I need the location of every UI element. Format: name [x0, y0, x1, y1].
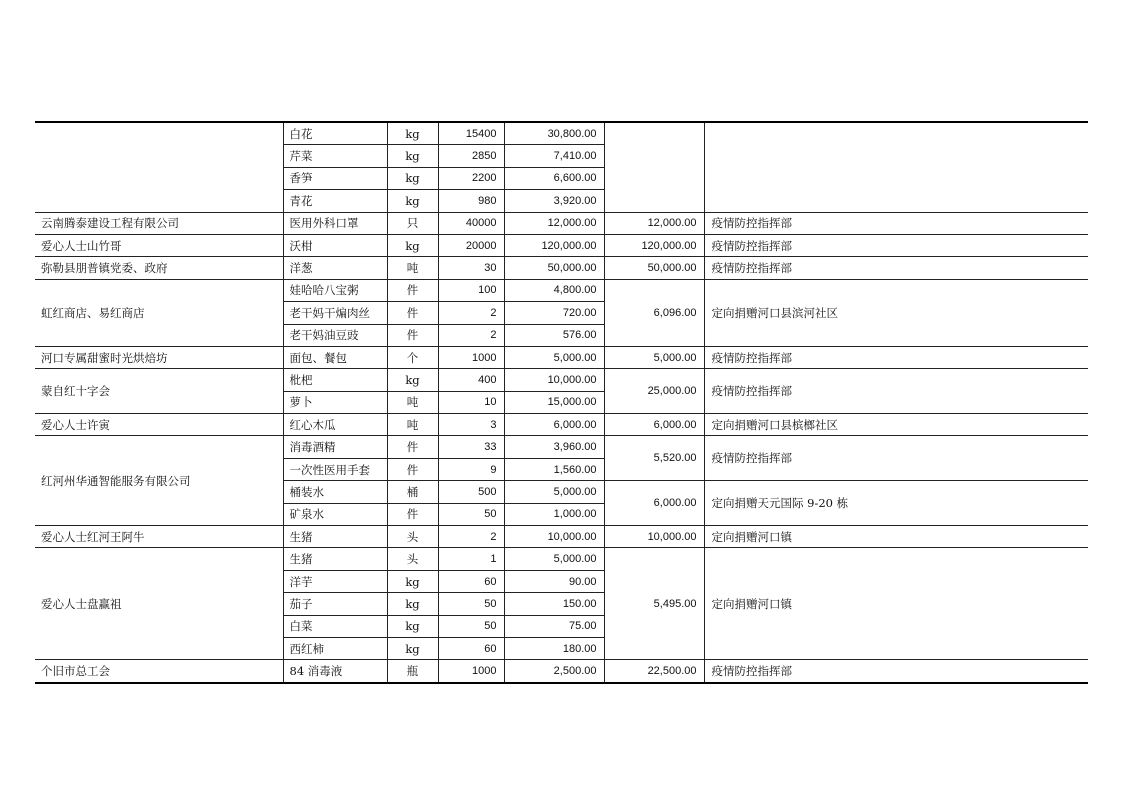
table-row — [35, 122, 1088, 145]
item-cell: 萝卜 — [283, 391, 387, 413]
amount-cell: 576.00 — [504, 324, 604, 346]
unit-cell: 个 — [387, 346, 438, 368]
quantity-cell: 10 — [438, 391, 504, 413]
recipient-cell: 疫情防控指挥部 — [704, 212, 1088, 234]
quantity-cell: 50 — [438, 503, 504, 525]
total-amount-cell: 12,000.00 — [604, 212, 704, 234]
recipient-cell: 疫情防控指挥部 — [704, 660, 1088, 683]
quantity-cell: 1000 — [438, 660, 504, 683]
unit-cell: kg — [387, 570, 438, 592]
quantity-cell: 30 — [438, 257, 504, 279]
recipient-cell: 疫情防控指挥部 — [704, 346, 1088, 368]
unit-cell: 吨 — [387, 414, 438, 436]
item-cell: 芹菜 — [283, 145, 387, 167]
donation-table-container — [35, 121, 1088, 684]
quantity-cell: 60 — [438, 570, 504, 592]
amount-cell: 2,500.00 — [504, 660, 604, 683]
item-cell: 消毒酒精 — [283, 436, 387, 458]
amount-cell: 120,000.00 — [504, 234, 604, 256]
table-row — [35, 212, 1088, 234]
item-cell: 一次性医用手套 — [283, 458, 387, 480]
unit-cell: kg — [387, 369, 438, 391]
table-row — [35, 234, 1088, 256]
quantity-cell: 1000 — [438, 346, 504, 368]
recipient-cell: 定向捐赠河口镇 — [704, 526, 1088, 548]
quantity-cell: 40000 — [438, 212, 504, 234]
unit-cell: 头 — [387, 526, 438, 548]
donor-cell: 红河州华通智能服务有限公司 — [35, 436, 283, 526]
donor-cell: 爱心人士山竹哥 — [35, 234, 283, 256]
donor-cell — [35, 122, 283, 212]
unit-cell: 桶 — [387, 481, 438, 503]
quantity-cell: 100 — [438, 279, 504, 301]
item-cell: 84 消毒液 — [283, 660, 387, 683]
quantity-cell: 2850 — [438, 145, 504, 167]
donor-cell: 爱心人士盘赢祖 — [35, 548, 283, 660]
item-cell: 老干妈油豆豉 — [283, 324, 387, 346]
item-cell: 西红柿 — [283, 637, 387, 659]
quantity-cell: 20000 — [438, 234, 504, 256]
total-amount-cell: 10,000.00 — [604, 526, 704, 548]
total-amount-cell: 50,000.00 — [604, 257, 704, 279]
quantity-cell: 60 — [438, 637, 504, 659]
recipient-cell: 定向捐赠河口县槟榔社区 — [704, 414, 1088, 436]
unit-cell: 吨 — [387, 391, 438, 413]
recipient-cell: 疫情防控指挥部 — [704, 257, 1088, 279]
total-amount-cell: 5,000.00 — [604, 346, 704, 368]
amount-cell: 10,000.00 — [504, 526, 604, 548]
table-row — [35, 257, 1088, 279]
unit-cell: 件 — [387, 302, 438, 324]
item-cell: 青花 — [283, 190, 387, 212]
unit-cell: kg — [387, 190, 438, 212]
amount-cell: 1,000.00 — [504, 503, 604, 525]
recipient-cell: 定向捐赠河口镇 — [704, 548, 1088, 660]
donation-table — [35, 121, 1088, 684]
quantity-cell: 2 — [438, 302, 504, 324]
item-cell: 白花 — [283, 122, 387, 145]
unit-cell: 件 — [387, 458, 438, 480]
item-cell: 矿泉水 — [283, 503, 387, 525]
quantity-cell: 980 — [438, 190, 504, 212]
item-cell: 枇杷 — [283, 369, 387, 391]
quantity-cell: 9 — [438, 458, 504, 480]
amount-cell: 5,000.00 — [504, 481, 604, 503]
table-row — [35, 369, 1088, 391]
item-cell: 生猪 — [283, 548, 387, 570]
table-row — [35, 279, 1088, 301]
item-cell: 洋葱 — [283, 257, 387, 279]
amount-cell: 10,000.00 — [504, 369, 604, 391]
amount-cell: 1,560.00 — [504, 458, 604, 480]
total-amount-cell: 22,500.00 — [604, 660, 704, 683]
recipient-cell: 疫情防控指挥部 — [704, 436, 1088, 481]
item-cell: 娃哈哈八宝粥 — [283, 279, 387, 301]
quantity-cell: 1 — [438, 548, 504, 570]
item-cell: 洋芋 — [283, 570, 387, 592]
amount-cell: 4,800.00 — [504, 279, 604, 301]
amount-cell: 15,000.00 — [504, 391, 604, 413]
total-amount-cell: 5,495.00 — [604, 548, 704, 660]
amount-cell: 180.00 — [504, 637, 604, 659]
item-cell: 茄子 — [283, 593, 387, 615]
unit-cell: kg — [387, 122, 438, 145]
table-row — [35, 526, 1088, 548]
donor-cell: 河口专属甜蜜时光烘焙坊 — [35, 346, 283, 368]
quantity-cell: 50 — [438, 615, 504, 637]
donor-cell: 虹红商店、易红商店 — [35, 279, 283, 346]
amount-cell: 75.00 — [504, 615, 604, 637]
amount-cell: 6,600.00 — [504, 167, 604, 189]
amount-cell: 3,920.00 — [504, 190, 604, 212]
item-cell: 医用外科口罩 — [283, 212, 387, 234]
quantity-cell: 2200 — [438, 167, 504, 189]
amount-cell: 12,000.00 — [504, 212, 604, 234]
amount-cell: 90.00 — [504, 570, 604, 592]
table-row — [35, 346, 1088, 368]
donor-cell: 爱心人士红河王阿牛 — [35, 526, 283, 548]
amount-cell: 30,800.00 — [504, 122, 604, 145]
item-cell: 红心木瓜 — [283, 414, 387, 436]
amount-cell: 3,960.00 — [504, 436, 604, 458]
total-amount-cell: 6,000.00 — [604, 414, 704, 436]
unit-cell: 件 — [387, 324, 438, 346]
unit-cell: kg — [387, 637, 438, 659]
item-cell: 白菜 — [283, 615, 387, 637]
quantity-cell: 500 — [438, 481, 504, 503]
amount-cell: 5,000.00 — [504, 346, 604, 368]
total-amount-cell: 5,520.00 — [604, 436, 704, 481]
recipient-cell: 定向捐赠天元国际 9-20 栋 — [704, 481, 1088, 526]
quantity-cell: 2 — [438, 324, 504, 346]
donor-cell: 蒙自红十字会 — [35, 369, 283, 414]
unit-cell: 件 — [387, 436, 438, 458]
item-cell: 桶装水 — [283, 481, 387, 503]
table-row — [35, 436, 1088, 458]
donor-cell: 云南腾泰建设工程有限公司 — [35, 212, 283, 234]
table-row — [35, 414, 1088, 436]
unit-cell: 只 — [387, 212, 438, 234]
recipient-cell — [704, 122, 1088, 212]
amount-cell: 50,000.00 — [504, 257, 604, 279]
total-amount-cell: 25,000.00 — [604, 369, 704, 414]
unit-cell: 件 — [387, 279, 438, 301]
quantity-cell: 3 — [438, 414, 504, 436]
total-amount-cell: 6,000.00 — [604, 481, 704, 526]
amount-cell: 6,000.00 — [504, 414, 604, 436]
table-body — [35, 122, 1088, 683]
unit-cell: 吨 — [387, 257, 438, 279]
unit-cell: kg — [387, 167, 438, 189]
amount-cell: 7,410.00 — [504, 145, 604, 167]
unit-cell: kg — [387, 234, 438, 256]
donor-cell: 弥勒县朋普镇党委、政府 — [35, 257, 283, 279]
unit-cell: 头 — [387, 548, 438, 570]
donor-cell: 个旧市总工会 — [35, 660, 283, 683]
item-cell: 香笋 — [283, 167, 387, 189]
unit-cell: kg — [387, 145, 438, 167]
quantity-cell: 50 — [438, 593, 504, 615]
recipient-cell: 疫情防控指挥部 — [704, 234, 1088, 256]
amount-cell: 150.00 — [504, 593, 604, 615]
unit-cell: 件 — [387, 503, 438, 525]
total-amount-cell: 120,000.00 — [604, 234, 704, 256]
item-cell: 生猪 — [283, 526, 387, 548]
quantity-cell: 400 — [438, 369, 504, 391]
total-amount-cell — [604, 122, 704, 212]
unit-cell: kg — [387, 593, 438, 615]
item-cell: 老干妈干煸肉丝 — [283, 302, 387, 324]
item-cell: 沃柑 — [283, 234, 387, 256]
unit-cell: kg — [387, 615, 438, 637]
amount-cell: 720.00 — [504, 302, 604, 324]
recipient-cell: 疫情防控指挥部 — [704, 369, 1088, 414]
unit-cell: 瓶 — [387, 660, 438, 683]
quantity-cell: 15400 — [438, 122, 504, 145]
table-row — [35, 660, 1088, 683]
amount-cell: 5,000.00 — [504, 548, 604, 570]
donor-cell: 爱心人士许寅 — [35, 414, 283, 436]
recipient-cell: 定向捐赠河口县滨河社区 — [704, 279, 1088, 346]
table-row — [35, 548, 1088, 570]
total-amount-cell: 6,096.00 — [604, 279, 704, 346]
quantity-cell: 2 — [438, 526, 504, 548]
item-cell: 面包、餐包 — [283, 346, 387, 368]
quantity-cell: 33 — [438, 436, 504, 458]
